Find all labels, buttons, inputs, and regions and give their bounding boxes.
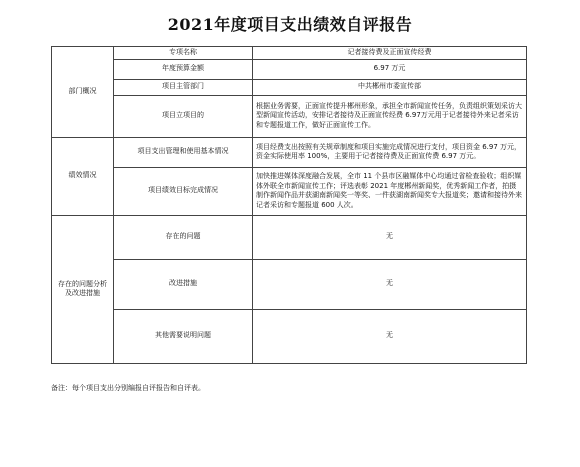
- table-row: [52, 167, 527, 215]
- table-row: [52, 137, 527, 167]
- dept-label: 项目主管部门: [114, 79, 253, 95]
- table-row: [52, 95, 527, 137]
- other-label: 其他需要说明问题: [114, 309, 253, 363]
- table-row: [52, 79, 527, 95]
- budget-label: 年度预算金额: [114, 59, 253, 79]
- other-value: 无: [253, 309, 527, 363]
- section-dept-label: 部门概况: [52, 47, 114, 138]
- goal-value: 根据业务需要，正面宣传提升郴州形象，承担全市新闻宣传任务，负责组织策划采访大型新闻宣传活动，安排记者接待及正面宣传经费 6.97万元用于记者接待外来记者采访和专题报道工作，做好正面宣传工作。: [253, 95, 527, 137]
- mgmt-label: 项目支出管理和使用基本情况: [114, 137, 253, 167]
- project-name-value: 记者接待费及正面宣传经费: [253, 47, 527, 60]
- goal-label: 项目立项目的: [114, 95, 253, 137]
- footnote: 备注：每个项目支出分别编报自评报告和自评表。: [51, 384, 205, 392]
- report-title: 2021年度项目支出绩效自评报告: [167, 15, 413, 34]
- project-name-label: 专项名称: [114, 47, 253, 60]
- mgmt-value: 项目经费支出按照有关规章制度和项目实施完成情况进行支付，项目资金 6.97 万元，资金实际使用率 100%，主要用于记者接待费及正面宣传费 6.97 万元。: [253, 137, 527, 167]
- section-perf-label: 绩效情况: [52, 137, 114, 215]
- report-table: [51, 46, 527, 364]
- table-row: [52, 59, 527, 79]
- goal-done-value: 加快推进媒体深度融合发展，全市 11 个县市区融媒体中心均通过省检查验收；组织媒体外联全市新闻宣传工作；评选表彰 2021 年度郴州新闻奖，优秀新闻工作者，拍摄制作新闻作品并获湖南新闻奖一等奖、一件获湖南新闻奖专大报道奖；邀请和接待外来记者采访和专题报道 600 人次。: [253, 167, 527, 215]
- budget-value: 6.97 万元: [253, 59, 527, 79]
- improve-value: 无: [253, 259, 527, 309]
- dept-value: 中共郴州市委宣传部: [253, 79, 527, 95]
- goal-done-label: 项目绩效目标完成情况: [114, 167, 253, 215]
- table-row: [52, 259, 527, 309]
- improve-label: 改进措施: [114, 259, 253, 309]
- issues-label: 存在的问题: [114, 215, 253, 259]
- section-issues-label: 存在的问题分析及改进措施: [52, 215, 114, 363]
- table-row: [52, 309, 527, 363]
- table-row: [52, 47, 527, 60]
- table-row: [52, 215, 527, 259]
- issues-value: 无: [253, 215, 527, 259]
